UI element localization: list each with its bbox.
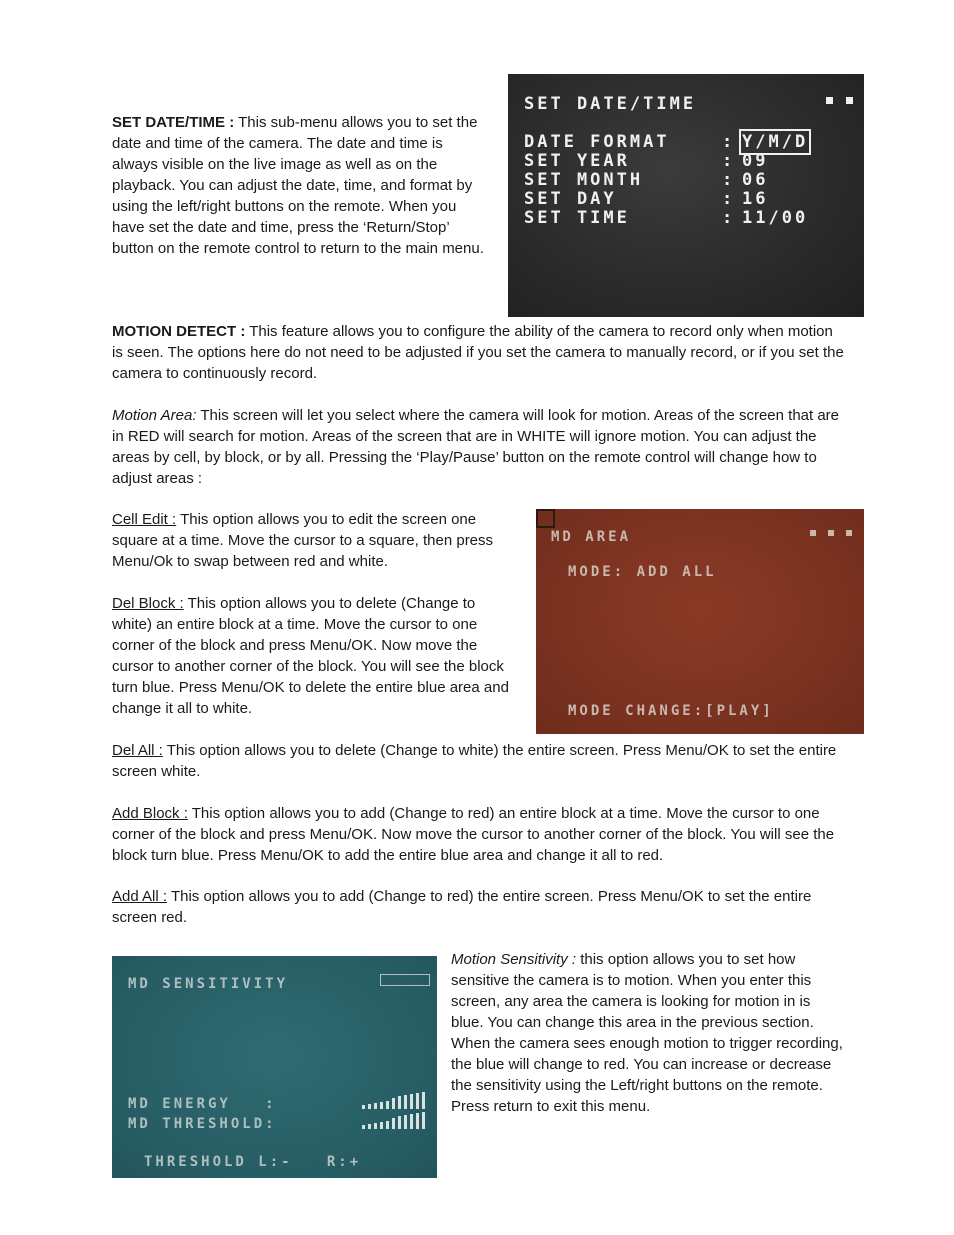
threshold-bar [410, 1114, 413, 1129]
del-block-body: This option allows you to delete (Change to white) an entire block at a time. Move the cursor to one corner of the block and press Menu/OK. Now move the cursor to another corner of the block. You will see the block turn blue. Press Menu/OK to delete the entire blue area and change it all to white. [112, 595, 509, 717]
set-datetime-heading: SET DATE/TIME : [112, 114, 235, 131]
threshold-bar [416, 1113, 419, 1129]
del-all-heading: Del All : [112, 742, 163, 759]
date-screen-title: SET DATE/TIME [524, 94, 697, 114]
square-indicator-icon [828, 530, 834, 536]
motion-sensitivity-heading: Motion Sensitivity : [451, 951, 577, 968]
cell-edit-paragraph [112, 509, 522, 572]
date-row-colon: : [722, 208, 736, 228]
threshold-bar [398, 1116, 401, 1129]
motion-sensitivity-paragraph [451, 949, 843, 1117]
threshold-controls-line: THRESHOLD L:- R:+ [144, 1154, 362, 1170]
date-row-colon: : [722, 151, 736, 171]
add-all-heading: Add All : [112, 888, 168, 905]
add-block-body: This option allows you to add (Change to red) an entire block at a time. Move the cursor to one corner of the block and press Menu/OK. Now move the cursor to another corner of the block. You will see the block turn blue. Press Menu/OK to add the entire blue area and change it all to red. [112, 805, 835, 864]
motion-area-paragraph [112, 405, 847, 489]
square-indicator-icon [846, 530, 852, 536]
del-block-paragraph [112, 593, 517, 719]
energy-bar [416, 1093, 419, 1109]
area-screen-mode: MODE: ADD ALL [568, 564, 717, 580]
date-row-colon: : [722, 189, 736, 209]
date-row-value: 11/00 [742, 208, 809, 228]
motion-detect-heading: MOTION DETECT : [112, 323, 246, 340]
energy-bar [404, 1095, 407, 1109]
date-row-colon: : [722, 132, 736, 152]
date-row-value: 16 [742, 189, 769, 209]
threshold-bar [362, 1125, 365, 1129]
date-row-value: 09 [742, 151, 769, 171]
threshold-bar [380, 1122, 383, 1129]
square-indicator-icon [810, 530, 816, 536]
add-block-heading: Add Block : [112, 805, 188, 822]
date-row-label: SET TIME [524, 208, 630, 228]
del-all-body: This option allows you to delete (Change to white) the entire screen. Press Menu/OK to set the entire screen white. [112, 742, 837, 780]
motion-sensitivity-body: this option allows you to set how sensitive the camera is to motion. When you enter this screen, any area the camera is looking for motion in is blue. You can change this area in the previous section. When the camera sees enough motion to trigger recording, the blue will change to red. You can increase or decrease the sensitivity using the Left/right buttons on the remote. Press return to exit this menu. [451, 951, 843, 1115]
motion-detect-paragraph [112, 321, 847, 384]
date-row-value: 06 [742, 170, 769, 190]
set-datetime-body: This sub-menu allows you to set the date and time of the camera. The date and time is always visible on the live image as well as on the playback. You can adjust the date, time, and format by using the left/right buttons on the remote. When you have set the date and time, press the ‘Return/Stop’ button on the remote control to return to the main menu. [112, 114, 484, 257]
energy-bar [392, 1098, 395, 1109]
motion-area-body: This screen will let you select where the camera will look for motion. Areas of the screen that are in RED will search for motion. Areas of the screen that are in WHITE will ignore motion. You can adjust the areas by cell, by block, or by all. Pressing the ‘Play/Pause’ button on the remote control will change how to adjust areas : [112, 407, 840, 487]
del-block-heading: Del Block : [112, 595, 184, 612]
date-row-label: SET MONTH [524, 170, 644, 190]
del-all-paragraph [112, 740, 847, 782]
energy-bar [410, 1094, 413, 1109]
square-indicator-icon [846, 97, 853, 104]
date-row-label: SET YEAR [524, 151, 630, 171]
motion-area-heading: Motion Area: [112, 407, 197, 424]
energy-bar [380, 1102, 383, 1109]
date-row-value: Y/M/D [742, 132, 809, 152]
date-row-label: SET DAY [524, 189, 617, 209]
threshold-bar [368, 1124, 371, 1129]
motion-detect-body: This feature allows you to configure the ability of the camera to record only when motion is seen. The options here do not need to be adjusted if you set the camera to manually record, or if you set the camera to continuously record. [112, 323, 844, 382]
sensitivity-screen-title: MD SENSITIVITY [128, 976, 289, 992]
md-area-screen-image [536, 509, 864, 734]
energy-bar [368, 1104, 371, 1109]
set-datetime-paragraph [112, 112, 492, 259]
threshold-bar [386, 1121, 389, 1129]
cell-edit-body: This option allows you to edit the screen one square at a time. Move the cursor to a square, then press Menu/Ok to swap between red and white. [112, 511, 494, 570]
square-indicator-icon [826, 97, 833, 104]
add-block-paragraph [112, 803, 847, 866]
md-energy-label: MD ENERGY : [128, 1096, 277, 1112]
energy-bar [386, 1101, 389, 1109]
date-time-screen-image [508, 74, 864, 317]
area-screen-mode-change: MODE CHANGE:[PLAY] [568, 703, 774, 719]
md-sensitivity-screen-image [112, 956, 437, 1178]
add-all-body: This option allows you to add (Change to red) the entire screen. Press Menu/OK to set the entire screen red. [112, 888, 812, 926]
threshold-bar [404, 1115, 407, 1129]
area-screen-title: MD AREA [551, 529, 632, 545]
energy-bar [398, 1096, 401, 1109]
date-row-label: DATE FORMAT [524, 132, 670, 152]
md-threshold-label: MD THRESHOLD: [128, 1116, 277, 1132]
energy-bar [422, 1092, 425, 1109]
indicator-icon [380, 974, 430, 986]
cell-edit-heading: Cell Edit : [112, 511, 177, 528]
threshold-bar [422, 1112, 425, 1129]
date-row-colon: : [722, 170, 736, 190]
add-all-paragraph [112, 886, 847, 928]
threshold-bar [374, 1123, 377, 1129]
energy-bar [362, 1105, 365, 1109]
cell-cursor [536, 509, 555, 528]
threshold-bar [392, 1118, 395, 1129]
energy-bar [374, 1103, 377, 1109]
